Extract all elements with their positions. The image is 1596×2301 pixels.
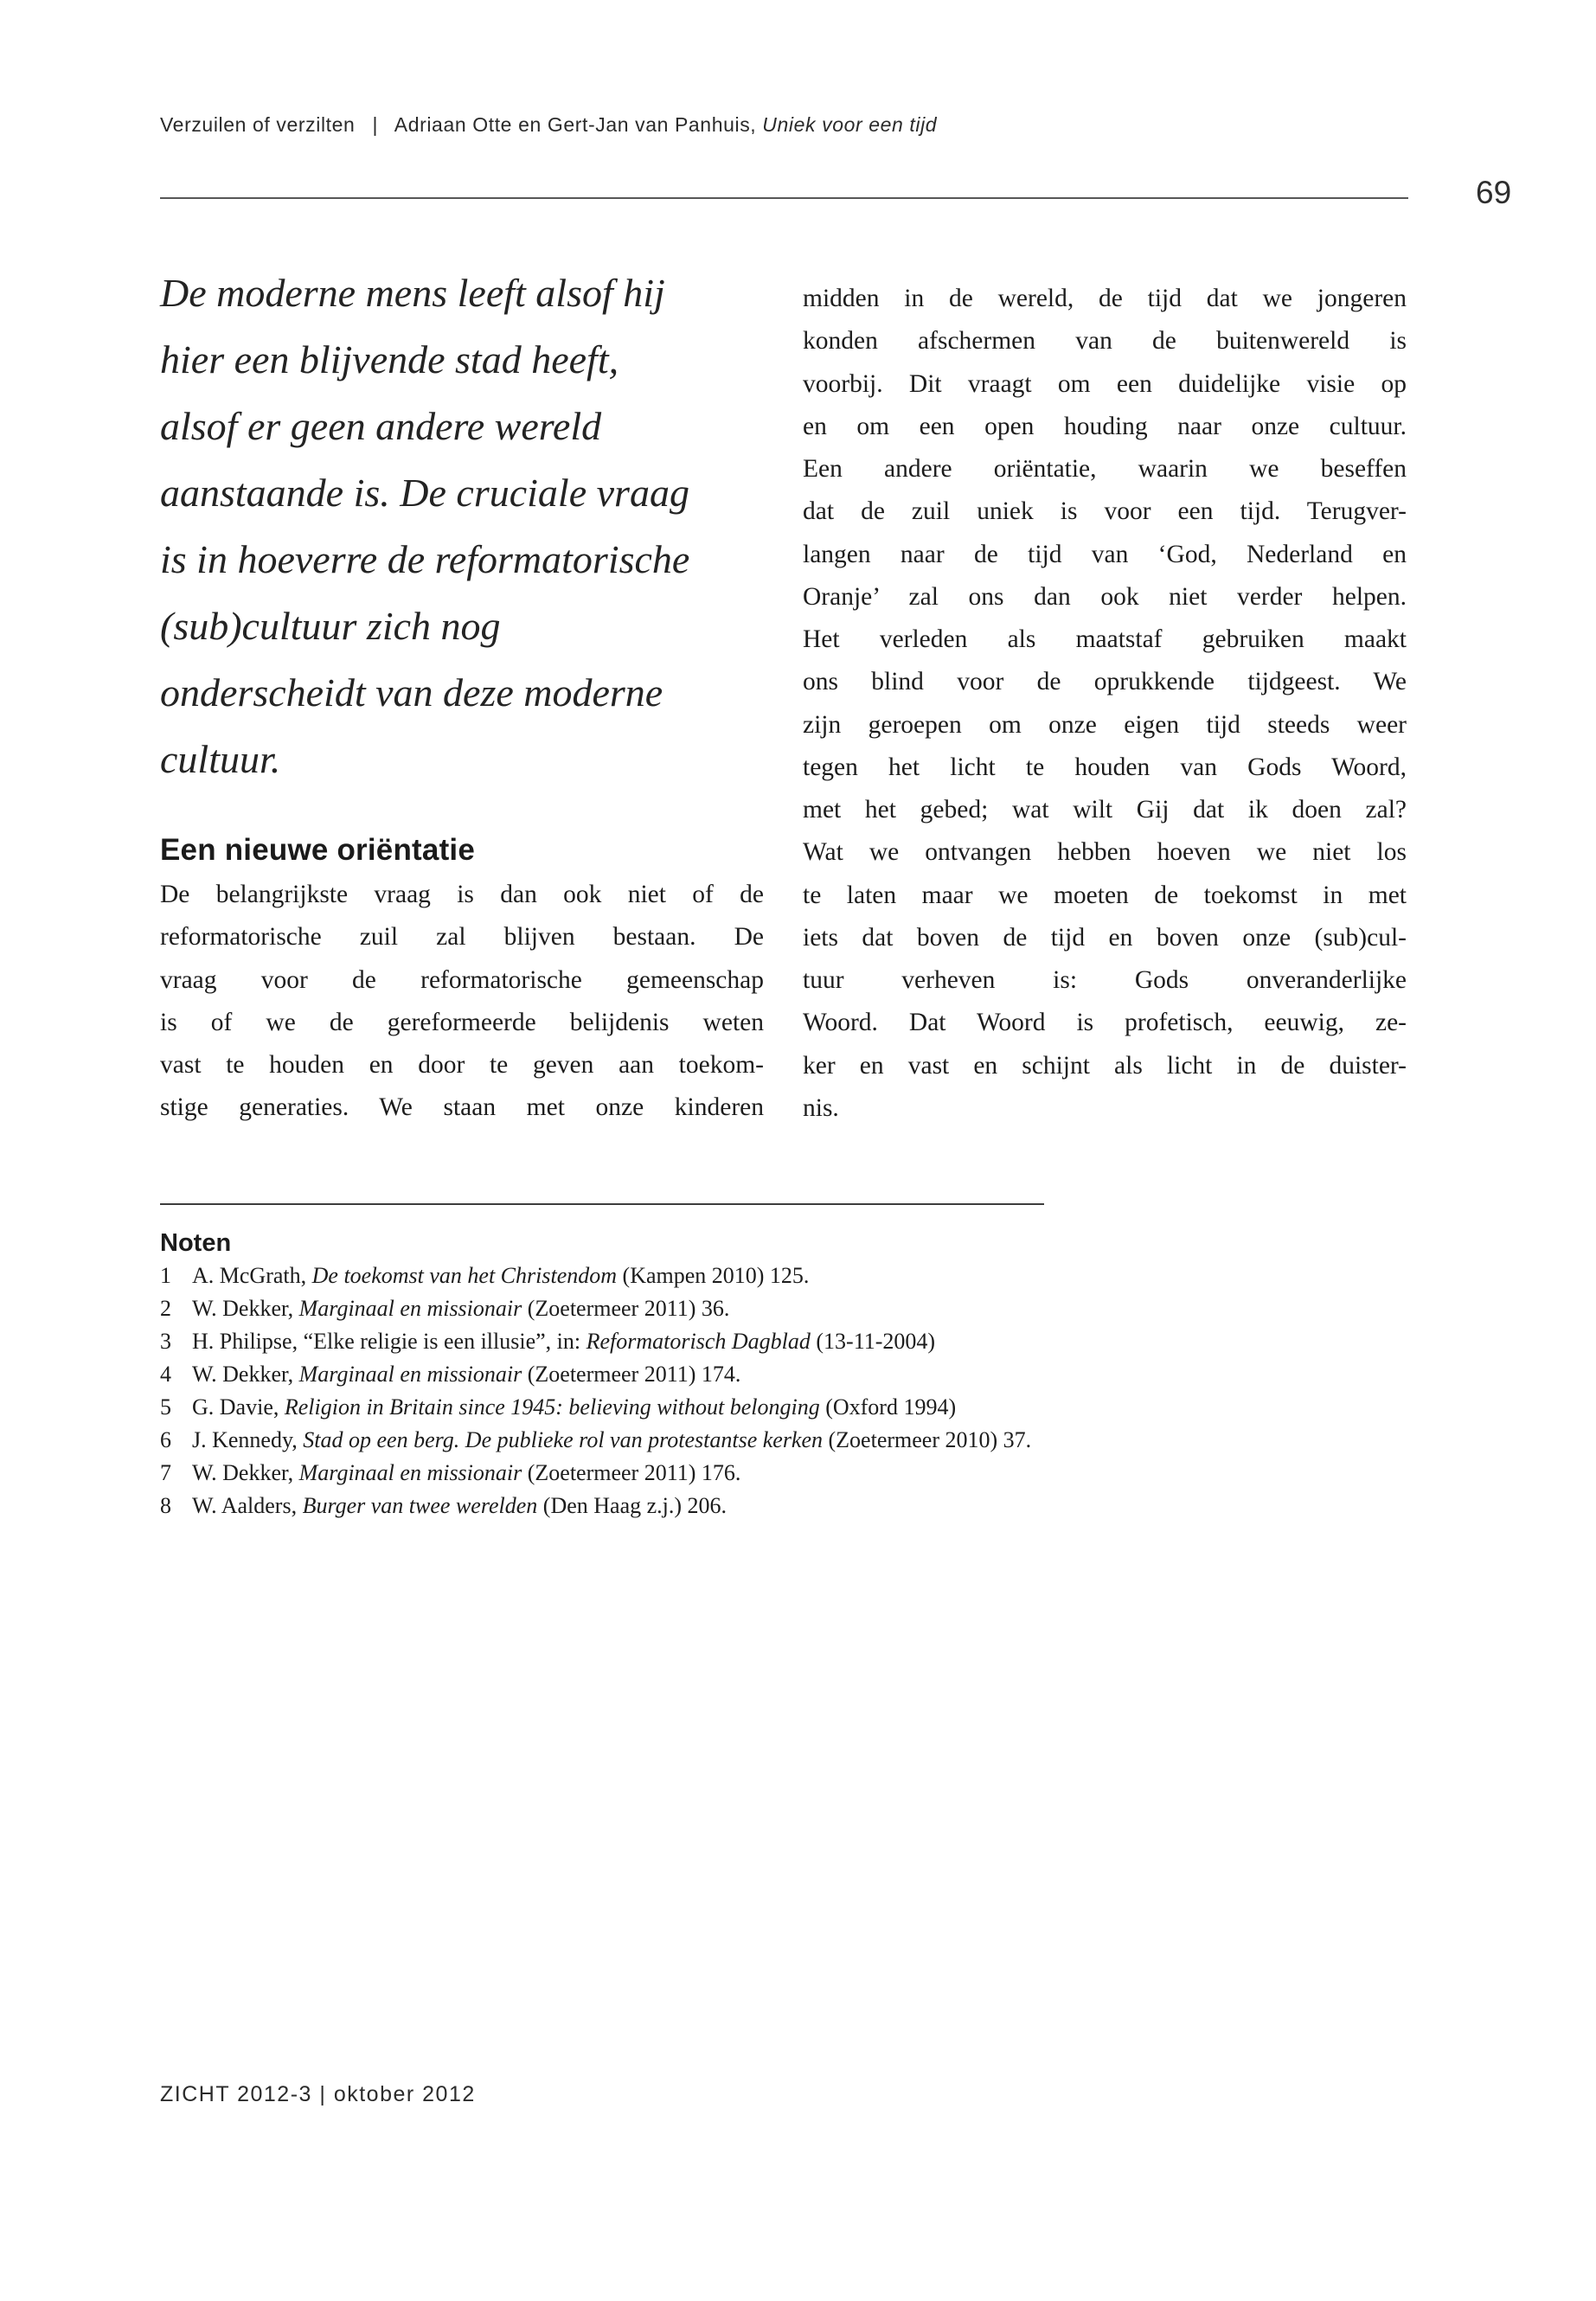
note-number: 7	[160, 1460, 171, 1485]
note-citation-publisher: (Zoetermeer 2011) 174.	[522, 1362, 741, 1387]
notes-rule	[160, 1203, 1044, 1205]
section-heading: Een nieuwe oriëntatie	[160, 833, 476, 867]
note-citation-publisher: (Kampen 2010) 125.	[617, 1263, 810, 1288]
note-citation-author: A. McGrath,	[192, 1263, 312, 1288]
text-line: met het gebed; wat wilt Gij dat ik doen zal?	[803, 796, 1407, 824]
header-work-title: Uniek voor een tijd	[762, 113, 938, 136]
note-text	[192, 1394, 956, 1420]
note-citation-title: Marginaal en missionair	[298, 1460, 522, 1485]
header-authors: Adriaan Otte en Gert-Jan van Panhuis,	[394, 113, 757, 136]
note-item	[160, 1457, 1423, 1490]
note-number: 8	[160, 1493, 171, 1518]
text-line: vast te houden en door te geven aan toekom-	[160, 1051, 764, 1079]
note-citation-author: W. Dekker,	[192, 1362, 299, 1387]
page-footer: ZICHT 2012-3 | oktober 2012	[160, 2082, 476, 2106]
text-line: te laten maar we moeten de toekomst in met	[803, 881, 1407, 909]
text-line: iets dat boven de tijd en boven onze (sub)cul-	[803, 923, 1407, 952]
text-line: konden afschermen van de buitenwereld is	[803, 327, 1407, 356]
text-line: De belangrijkste vraag is dan ook niet of de	[160, 881, 764, 908]
text-line: Het verleden als maatstaf gebruiken maakt	[803, 625, 1407, 653]
text-line: Woord. Dat Woord is profetisch, eeuwig, ze-	[803, 1009, 1407, 1037]
notes-heading: Noten	[160, 1229, 232, 1257]
text-line: nis.	[803, 1093, 839, 1122]
running-header	[160, 113, 937, 137]
note-citation-title: Marginaal en missionair	[298, 1362, 522, 1387]
note-text	[192, 1493, 727, 1518]
header-article-title: Verzuilen of verzilten	[160, 113, 356, 136]
text-line: voorbij. Dit vraagt om een duidelijke visie op	[803, 369, 1407, 398]
note-item	[160, 1292, 1423, 1325]
note-text	[192, 1460, 740, 1485]
note-number: 2	[160, 1296, 171, 1321]
note-item	[160, 1490, 1423, 1522]
text-line: stige generaties. We staan met onze kinderen	[160, 1093, 764, 1122]
note-citation-publisher: (Zoetermeer 2011) 36.	[522, 1296, 730, 1321]
text-line: alsof er geen andere wereld	[160, 404, 602, 448]
note-citation-author: H. Philipse, “Elke religie is een illusie”, in:	[192, 1329, 586, 1354]
text-line: Wat we ontvangen hebben hoeven we niet los	[803, 838, 1407, 867]
text-line: De moderne mens leeft alsof hij	[160, 271, 665, 315]
note-citation-author: W. Aalders,	[192, 1493, 303, 1518]
text-line: cultuur.	[160, 737, 281, 781]
note-item	[160, 1358, 1423, 1391]
note-number: 1	[160, 1263, 171, 1288]
text-line: zijn geroepen om onze eigen tijd steeds weer	[803, 710, 1407, 739]
note-number: 6	[160, 1427, 171, 1452]
text-line: ker en vast en schijnt als licht in de duister-	[803, 1051, 1407, 1080]
text-line: reformatorische zuil zal blijven bestaan. De	[160, 923, 764, 952]
note-number: 3	[160, 1329, 171, 1354]
note-citation-title: Religion in Britain since 1945: believing without belonging	[284, 1394, 820, 1420]
note-citation-title: Burger van twee werelden	[302, 1493, 538, 1518]
note-number: 4	[160, 1362, 171, 1387]
text-line: hier een blijvende stad heeft,	[160, 337, 619, 381]
note-citation-author: G. Davie,	[192, 1394, 285, 1420]
note-citation-publisher: (Zoetermeer 2011) 176.	[522, 1460, 741, 1485]
body-column-right	[803, 278, 1407, 1130]
text-line: vraag voor de reformatorische gemeenschap	[160, 965, 764, 994]
text-line: midden in de wereld, de tijd dat we jongeren	[803, 285, 1407, 312]
text-line: langen naar de tijd van ‘God, Nederland en	[803, 540, 1407, 568]
page-number: 69	[1476, 175, 1512, 210]
text-line: (sub)cultuur zich nog	[160, 604, 501, 648]
note-citation-publisher: (Den Haag z.j.) 206.	[537, 1493, 727, 1518]
note-citation-title: Marginaal en missionair	[298, 1296, 522, 1321]
note-citation-author: W. Dekker,	[192, 1296, 299, 1321]
body-column-left	[160, 874, 764, 1130]
note-item	[160, 1259, 1423, 1292]
note-citation-title: De toekomst van het Christendom	[311, 1263, 618, 1288]
pull-quote	[160, 260, 804, 792]
note-text	[192, 1362, 740, 1387]
text-line: dat de zuil uniek is voor een tijd. Terugver-	[803, 497, 1407, 526]
note-text	[192, 1427, 1031, 1452]
text-line: onderscheidt van deze moderne	[160, 670, 663, 715]
text-line: aanstaande is. De cruciale vraag	[160, 471, 689, 515]
text-line: is of we de gereformeerde belijdenis weten	[160, 1008, 764, 1036]
header-separator: |	[372, 113, 379, 136]
note-item	[160, 1391, 1423, 1424]
note-text	[192, 1329, 935, 1354]
text-line: en om een open houding naar onze cultuur.	[803, 412, 1407, 440]
note-item	[160, 1325, 1423, 1358]
note-citation-publisher: (Zoetermeer 2010) 37.	[823, 1427, 1032, 1452]
note-citation-title: Reformatorisch Dagblad	[586, 1329, 811, 1354]
text-line: tuur verheven is: Gods onveranderlijke	[803, 966, 1407, 994]
note-citation-title: Stad op een berg. De publieke rol van protestantse kerken	[303, 1427, 824, 1452]
note-text	[192, 1263, 809, 1288]
note-citation-publisher: (Oxford 1994)	[819, 1394, 957, 1420]
note-citation-author: J. Kennedy,	[192, 1427, 304, 1452]
note-number: 5	[160, 1394, 171, 1420]
text-line: ons blind voor de oprukkende tijdgeest. We	[803, 668, 1407, 696]
header-rule	[160, 197, 1408, 199]
text-line: Oranje’ zal ons dan ook niet verder helpen.	[803, 582, 1407, 611]
note-item	[160, 1424, 1423, 1457]
text-line: is in hoeverre de reformatorische	[160, 537, 690, 581]
text-line: Een andere oriëntatie, waarin we beseffen	[803, 455, 1407, 483]
notes-list	[160, 1259, 1423, 1522]
note-citation-author: W. Dekker,	[192, 1460, 299, 1485]
note-citation-publisher: (13-11-2004)	[810, 1329, 936, 1354]
note-text	[192, 1296, 729, 1321]
text-line: tegen het licht te houden van Gods Woord,	[803, 753, 1407, 781]
